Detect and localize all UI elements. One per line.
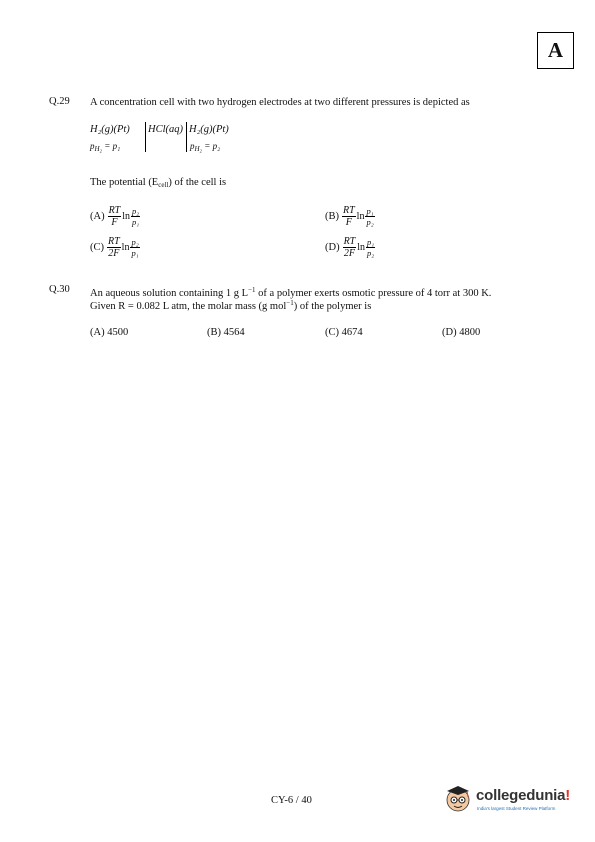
option-c[interactable]: (C) 4674 bbox=[325, 327, 363, 338]
option-c[interactable]: (C) $\frac{RT}{2F}$ ln $\frac{\text{p₂}}{\text{p₁}}$ bbox=[90, 236, 139, 259]
cell-electrolyte: HCl(aq) bbox=[148, 124, 183, 135]
cell-notation bbox=[90, 124, 130, 135]
page-number: CY-6 / 40 bbox=[271, 795, 312, 806]
phase-boundary-right bbox=[186, 122, 187, 152]
question-prompt: A concentration cell with two hydrogen electrodes at two different pressures is depicted as bbox=[90, 97, 470, 108]
brand-name: collegedunia! bbox=[476, 787, 571, 804]
question-number: Q.29 bbox=[49, 96, 70, 107]
option-a[interactable]: (A) 4500 bbox=[90, 327, 129, 338]
option-b[interactable]: (B) $\frac{RT}{F}$ ln $\frac{\text{p₁}}{\text{p₂}}$ bbox=[325, 205, 374, 228]
paper-code-box: A bbox=[537, 32, 574, 69]
brand-tagline: India's largest Student Review Platform bbox=[477, 806, 556, 811]
question-prompt-line1: An aqueous solution containing 1 g $L^{-1}$ of a polymer exerts osmotic pressure of 4 torr at 300 K. bbox=[90, 286, 492, 299]
cell-left-electrode: H₂(g)(Pt) bbox=[90, 124, 130, 135]
pressure-right: $p_{H_2} = p_2$ bbox=[190, 141, 221, 153]
phase-boundary-left bbox=[145, 122, 146, 152]
pressure-left: $p_{H_2} = p_1$ bbox=[90, 141, 121, 153]
option-d[interactable]: (D) $\frac{RT}{2F}$ ln $\frac{\text{p₁}}{\text{p₂}}$ bbox=[325, 236, 375, 259]
potential-statement: The potential (Ecell) of the cell is bbox=[90, 177, 227, 189]
question-prompt-line2: Given R = 0.082 L atm, the molar mass (g mol$^{-1}$) of the polymer is bbox=[90, 299, 372, 312]
cell-right-electrode: H₂(g)(Pt) bbox=[189, 124, 229, 135]
option-d[interactable]: (D) 4800 bbox=[442, 327, 481, 338]
option-a[interactable]: (A) $\frac{RT}{F}$ ln $\frac{\text{p₂}}{\text{p₁}}$ bbox=[90, 205, 140, 228]
collegedunia-logo-icon bbox=[443, 783, 473, 813]
option-b[interactable]: (B) 4564 bbox=[207, 327, 245, 338]
question-number: Q.30 bbox=[49, 284, 70, 295]
